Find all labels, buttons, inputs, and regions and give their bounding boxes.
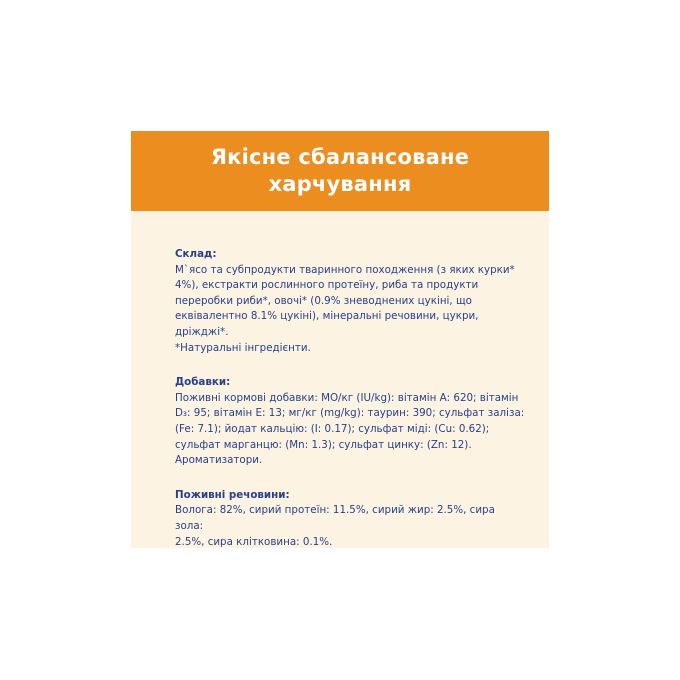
additives-section (175, 375, 525, 469)
additives-heading: Добавки: (175, 376, 231, 389)
composition-section (175, 247, 525, 356)
composition-heading: Склад: (175, 248, 217, 260)
nutrients-section (175, 488, 525, 550)
header-banner (131, 131, 549, 211)
composition-text: М`ясо та субпродукти тваринного походження (з яких курки* 4%), екстракти рослинного протеїну, риба та продукти переробки риби*, овочі* (0.9% зневоднених цукіні, що еквівалентно 8.1% цукіні), мінеральні речовини, цукри, дріжджі*. *Натуральні інгредієнти. (175, 263, 515, 354)
nutrients-text: Волога: 82%, сирий протеїн: 11.5%, сирий жир: 2.5%, сира зола: 2.5%, сира клітковина: 0.1%. (175, 504, 495, 548)
info-content (131, 211, 549, 550)
additives-text: Поживні кормові добавки: МО/кг (IU/kg): вітамін А: 620; вітамін D₃: 95; вітамін Е: 13; мг/кг (mg/kg): таурин: 390; сульфат заліза: (Fe: 7.1); йодат кальцію: (I: 0.17); сульфат міді: (Cu: 0.62); сульфат марганцю: (Mn: 1.3); сульфат цинку: (Zn: 12). Ароматизатори. (175, 391, 525, 467)
nutrients-heading: Поживні речовини: (175, 488, 290, 501)
product-info-card (131, 131, 549, 548)
banner-title: Якісне сбалансоване харчування (210, 145, 470, 196)
